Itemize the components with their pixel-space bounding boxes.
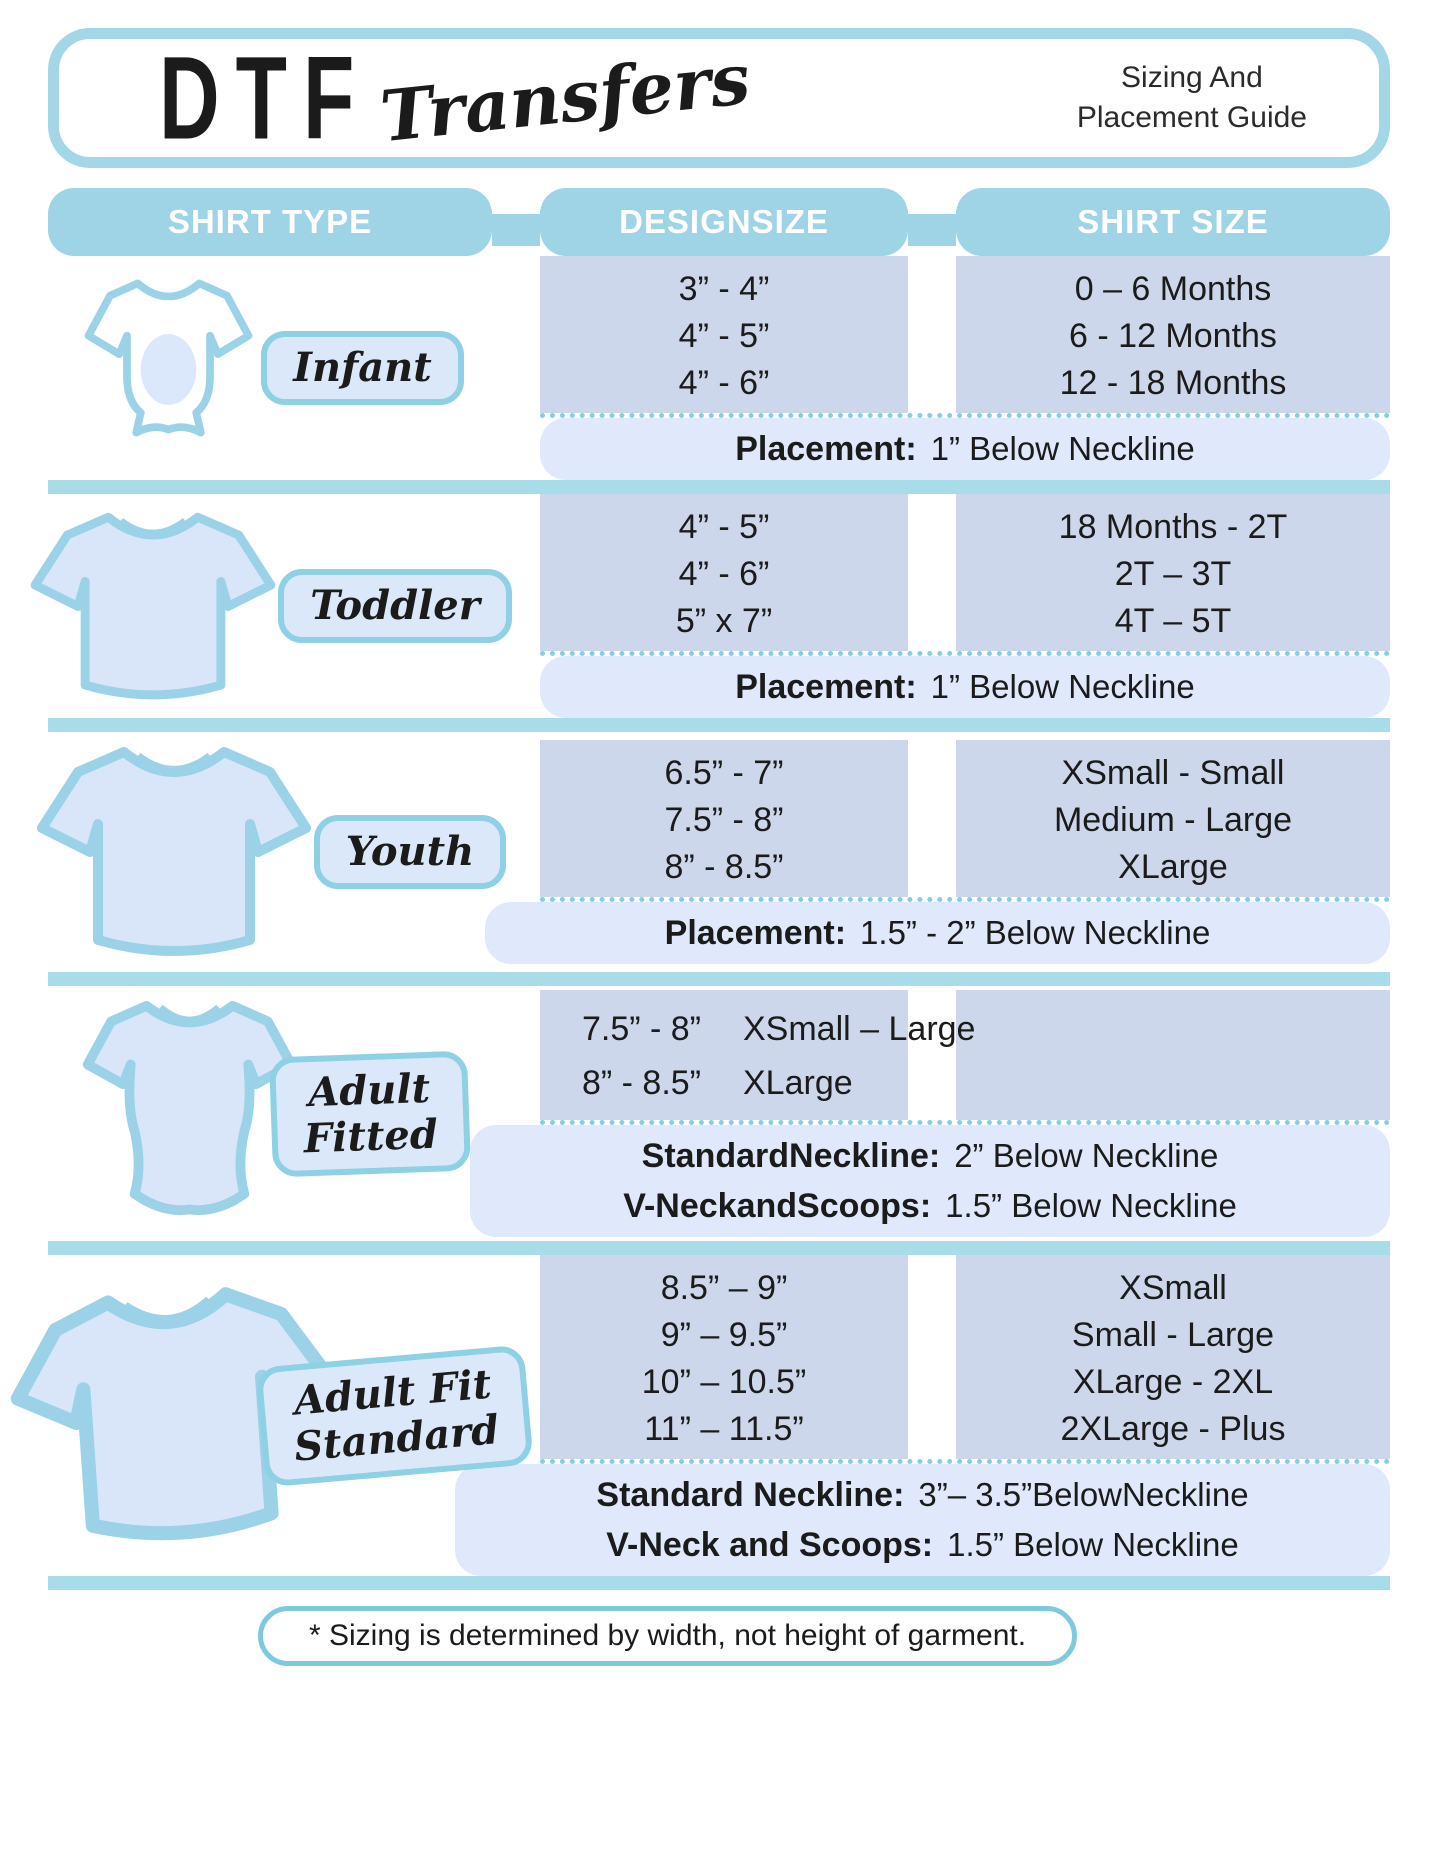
toddler-shirt-sizes xyxy=(956,494,1390,651)
design-size-value: 5” x 7” xyxy=(675,602,773,640)
section-adult-standard xyxy=(48,1255,1390,1576)
section-divider xyxy=(48,480,1390,494)
toddler-design-sizes xyxy=(540,494,908,651)
brand-transfers-text: Transfers xyxy=(376,36,755,159)
label-youth: Youth xyxy=(314,815,506,889)
toddler-type-cell xyxy=(48,499,492,714)
placement-label: Placement: xyxy=(735,668,917,706)
adult-fitted-type-cell xyxy=(48,986,492,1241)
design-size-value: 4” - 5” xyxy=(678,317,770,355)
youth-type-cell xyxy=(48,732,492,972)
placement-label: Standard Neckline: xyxy=(596,1476,905,1514)
shirt-size-value: 2T – 3T xyxy=(1114,555,1232,593)
infant-type-cell xyxy=(48,268,492,468)
placement-label: Placement: xyxy=(664,914,847,952)
youth-placement xyxy=(485,902,1390,964)
design-size-value: 4” - 5” xyxy=(678,508,770,546)
column-headers xyxy=(48,188,1390,256)
placement-value: 1.5” - 2” Below Neckline xyxy=(860,914,1211,951)
label-infant: Infant xyxy=(261,331,463,405)
design-size-value: 10” – 10.5” xyxy=(641,1363,807,1401)
design-size-value: 4” - 6” xyxy=(678,555,770,593)
design-size-value: 9” – 9.5” xyxy=(660,1316,788,1354)
youth-tshirt-icon xyxy=(34,732,314,972)
subtitle-line-2: Placement Guide xyxy=(1076,101,1307,134)
placement-value: 1.5” Below Neckline xyxy=(947,1526,1239,1563)
placement-label: Placement: xyxy=(735,430,917,468)
shirt-size-value: XSmall - Small xyxy=(1061,754,1285,792)
placement-value: 1” Below Neckline xyxy=(930,668,1195,705)
shirt-size-value: XLarge - 2XL xyxy=(1072,1363,1274,1401)
shirt-size-value: 4T – 5T xyxy=(1114,602,1232,640)
design-size-value: 8.5” – 9” xyxy=(660,1269,788,1307)
placement-value: 2” Below Neckline xyxy=(954,1137,1219,1174)
shirt-size-value: 12 - 18 Months xyxy=(1059,364,1287,402)
youth-shirt-sizes xyxy=(956,740,1390,897)
section-toddler xyxy=(48,494,1390,718)
shirt-size-value: Small - Large xyxy=(1071,1316,1275,1354)
adult-standard-type-cell xyxy=(48,1271,502,1561)
label-adult-standard: Adult Fit Standard xyxy=(256,1344,535,1487)
infant-sizes xyxy=(540,256,1390,480)
subtitle-line-1: Sizing And xyxy=(1121,60,1263,94)
toddler-tshirt-icon xyxy=(28,499,278,714)
placement-label: StandardNeckline: xyxy=(641,1137,941,1175)
column-header-shirt-type: SHIRT TYPE xyxy=(48,188,492,256)
infant-shirt-sizes xyxy=(956,256,1390,413)
shirt-size-value: 2XLarge - Plus xyxy=(1060,1410,1286,1448)
section-infant xyxy=(48,256,1390,480)
size-pair-row xyxy=(540,1056,1390,1110)
section-divider xyxy=(48,1241,1390,1255)
footer-note: * Sizing is determined by width, not height of garment. xyxy=(258,1606,1077,1666)
design-size-value: 7.5” - 8” xyxy=(664,801,784,839)
size-pair-row xyxy=(540,1002,1390,1056)
adult-standard-placement xyxy=(455,1464,1390,1576)
connector-bar xyxy=(908,214,956,246)
section-divider xyxy=(48,1576,1390,1590)
header xyxy=(48,28,1390,168)
design-size-value: 7.5” - 8” xyxy=(581,1010,702,1048)
section-divider xyxy=(48,972,1390,986)
design-size-value: 4” - 6” xyxy=(678,364,770,402)
label-toddler: Toddler xyxy=(278,569,512,643)
infant-placement xyxy=(540,418,1390,480)
shirt-size-value: XSmall xyxy=(1119,1269,1227,1307)
adult-standard-shirt-sizes xyxy=(956,1255,1390,1459)
infant-design-sizes xyxy=(540,256,908,413)
design-size-value: 8” - 8.5” xyxy=(581,1064,702,1102)
adult-standard-design-sizes xyxy=(540,1255,908,1459)
placement-value: 3”– 3.5”BelowNeckline xyxy=(918,1476,1249,1513)
section-adult-fitted xyxy=(48,986,1390,1241)
infant-onesie-icon xyxy=(76,268,261,468)
youth-design-sizes xyxy=(540,740,908,897)
placement-value: 1.5” Below Neckline xyxy=(945,1187,1237,1224)
adult-fitted-placement xyxy=(470,1125,1390,1237)
column-header-design-size: DESIGNSIZE xyxy=(540,188,908,256)
shirt-size-value: XSmall – Large xyxy=(743,1010,976,1048)
design-size-value: 8” - 8.5” xyxy=(664,848,784,886)
design-size-value: 3” - 4” xyxy=(678,270,770,308)
adult-fitted-sizes xyxy=(540,990,1390,1237)
header-subtitle xyxy=(1077,58,1307,139)
brand-dtf-text: DTF xyxy=(159,32,371,164)
shirt-size-value: XLarge xyxy=(1118,848,1228,886)
placement-label: V-NeckandScoops: xyxy=(623,1187,932,1225)
toddler-placement xyxy=(540,656,1390,718)
youth-sizes xyxy=(540,740,1390,964)
brand-logo xyxy=(159,32,755,164)
placement-value: 1” Below Neckline xyxy=(930,430,1195,467)
shirt-size-value: 0 – 6 Months xyxy=(1074,270,1272,308)
design-size-value: 6.5” - 7” xyxy=(664,754,784,792)
shirt-size-value: XLarge xyxy=(743,1064,853,1102)
adult-standard-sizes xyxy=(540,1255,1390,1576)
toddler-sizes xyxy=(540,494,1390,718)
section-youth xyxy=(48,732,1390,972)
shirt-size-value: 18 Months - 2T xyxy=(1058,508,1288,546)
shirt-size-value: 6 - 12 Months xyxy=(1069,317,1277,355)
placement-label: V-Neck and Scoops: xyxy=(606,1526,934,1564)
column-header-shirt-size: SHIRT SIZE xyxy=(956,188,1390,256)
connector-bar xyxy=(492,214,540,246)
label-adult-fitted: Adult Fitted xyxy=(268,1050,470,1177)
section-divider xyxy=(48,718,1390,732)
design-size-value: 11” – 11.5” xyxy=(644,1410,804,1448)
shirt-size-value: Medium - Large xyxy=(1053,801,1293,839)
